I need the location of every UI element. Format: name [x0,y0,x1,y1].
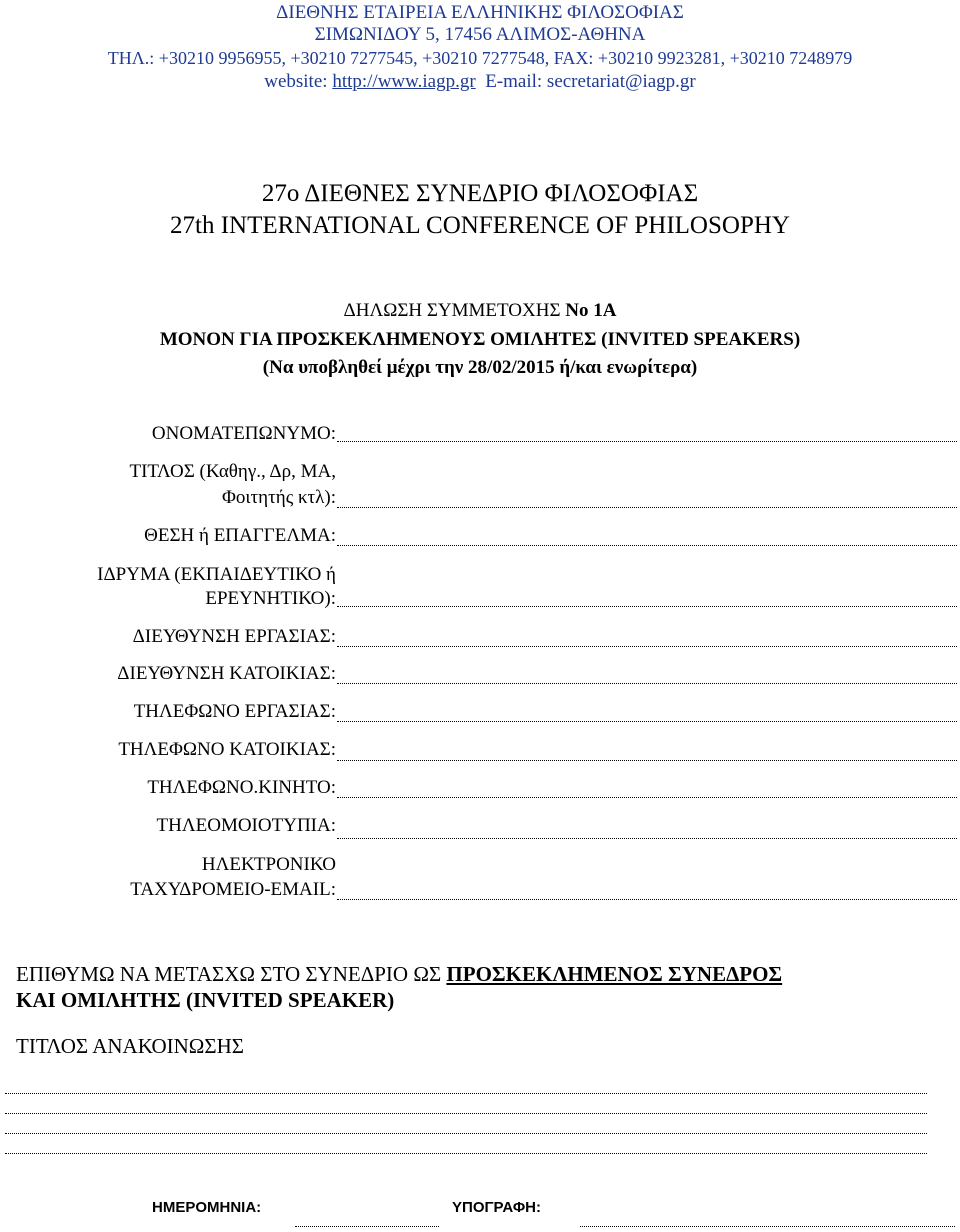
declaration-number: Νο 1Α [565,300,617,321]
home-phone-label: ΤΗΛΕΦΩΝΟ ΚΑΤΟΙΚΙΑΣ: [118,739,336,760]
presentation-title-line-2[interactable] [5,1113,927,1114]
work-phone-field[interactable] [337,721,957,722]
date-field[interactable] [295,1226,439,1227]
work-address-field[interactable] [337,646,957,647]
email-text: E-mail: secretariat@iagp.gr [485,71,696,92]
title-field[interactable] [337,507,957,508]
email-label-line1: ΗΛΕΚΤΡΟΝΙΚΟ [201,854,336,875]
wish-statement-line1 [16,961,951,987]
institution-label-line2: ΕΡΕΥΝΗΤΙΚΟ): [205,588,336,609]
fax-field[interactable] [337,838,957,839]
wish-role-emphasis: ΠΡΟΣΚΕΚΛΗΜΕΝΟΣ ΣΥΝΕΔΡΟΣ [446,962,783,986]
signature-label: ΥΠΟΓΡΑΦΗ: [452,1199,541,1216]
institution-label-line1: ΙΔΡΥΜΑ (ΕΚΠΑΙΔΕΥΤΙΚΟ ή [97,564,336,585]
conference-title-en: 27th INTERNATIONAL CONFERENCE OF PHILOSOPHY [170,212,790,239]
presentation-title-label: ΤΙΤΛΟΣ ΑΝΑΚΟΙΝΩΣΗΣ [16,1034,244,1058]
mobile-field[interactable] [337,797,957,798]
position-field[interactable] [337,545,957,546]
conference-title-gr: 27ο ΔΙΕΘΝΕΣ ΣΥΝΕΔΡΙΟ ΦΙΛΟΣΟΦΙΑΣ [261,180,699,207]
home-address-field[interactable] [337,683,957,684]
fax-label: ΤΗΛΕΟΜΟΙΟΤΥΠΙΑ: [156,815,336,836]
declaration-audience: ΜΟΝΟΝ ΓΙΑ ΠΡΟΣΚΕΚΛΗΜΕΝΟΥΣ ΟΜΙΛΗΤΕΣ (INVITED SPEAKERS) [159,329,801,350]
email-label-line2: ΤΑΧΥΔΡΟΜΕΙΟ-EMAIL: [130,879,336,900]
date-label: ΗΜΕΡΟΜΗΝΙΑ: [152,1199,262,1216]
org-contact-line [0,71,960,93]
email-field[interactable] [337,899,957,900]
home-address-label: ΔΙΕΥΘΥΝΣΗ ΚΑΤΟΙΚΙΑΣ: [117,663,336,684]
mobile-label: ΤΗΛΕΦΩΝΟ.ΚΙΝΗΤΟ: [147,777,336,798]
position-label: ΘΕΣΗ ή ΕΠΑΓΓΕΛΜΑ: [144,525,336,546]
presentation-title-line-3[interactable] [5,1133,927,1134]
org-name: ΔΙΕΘΝΗΣ ΕΤΑΙΡΕΙΑ ΕΛΛΗΝΙΚΗΣ ΦΙΛΟΣΟΦΙΑΣ [276,2,684,23]
signature-field[interactable] [580,1226,955,1227]
declaration-deadline: (Να υποβληθεί μέχρι την 28/02/2015 ή/και ενωρίτερα) [262,357,698,378]
wish-statement-line2: ΚΑΙ ΟΜΙΛΗΤΗΣ (INVITED SPEAKER) [16,988,395,1012]
title-label-line2: Φοιτητής κτλ): [222,487,336,508]
website-link[interactable]: http://www.iagp.gr [332,71,476,92]
institution-field[interactable] [337,606,957,607]
declaration-title-text: ΔΗΛΩΣΗ ΣΥΜΜΕΤΟΧΗΣ [343,300,566,321]
presentation-title-line-4[interactable] [5,1153,927,1154]
title-label-line1: ΤΙΤΛΟΣ (Καθηγ., Δρ, ΜΑ, [129,461,336,482]
website-label: website: [264,71,333,92]
work-phone-label: ΤΗΛΕΦΩΝΟ ΕΡΓΑΣΙΑΣ: [133,701,336,722]
name-label: ΟΝΟΜΑΤΕΠΩΝΥΜΟ: [151,423,336,444]
work-address-label: ΔΙΕΥΘΥΝΣΗ ΕΡΓΑΣΙΑΣ: [132,626,336,647]
org-phones: ΤΗΛ.: +30210 9956955, +30210 7277545, +30210 7277548, FAX: +30210 9923281, +30210 7248979 [107,48,853,68]
home-phone-field[interactable] [337,760,957,761]
presentation-title-line-1[interactable] [5,1093,927,1094]
wish-plain-text: ΕΠΙΘΥΜΩ ΝΑ ΜΕΤΑΣΧΩ ΣΤΟ ΣΥΝΕΔΡΙΟ ΩΣ [16,962,447,986]
name-field[interactable] [337,441,957,442]
org-address: ΣΙΜΩΝΙΔΟΥ 5, 17456 ΑΛΙΜΟΣ-ΑΘΗΝΑ [314,24,646,45]
declaration-title [0,300,960,322]
